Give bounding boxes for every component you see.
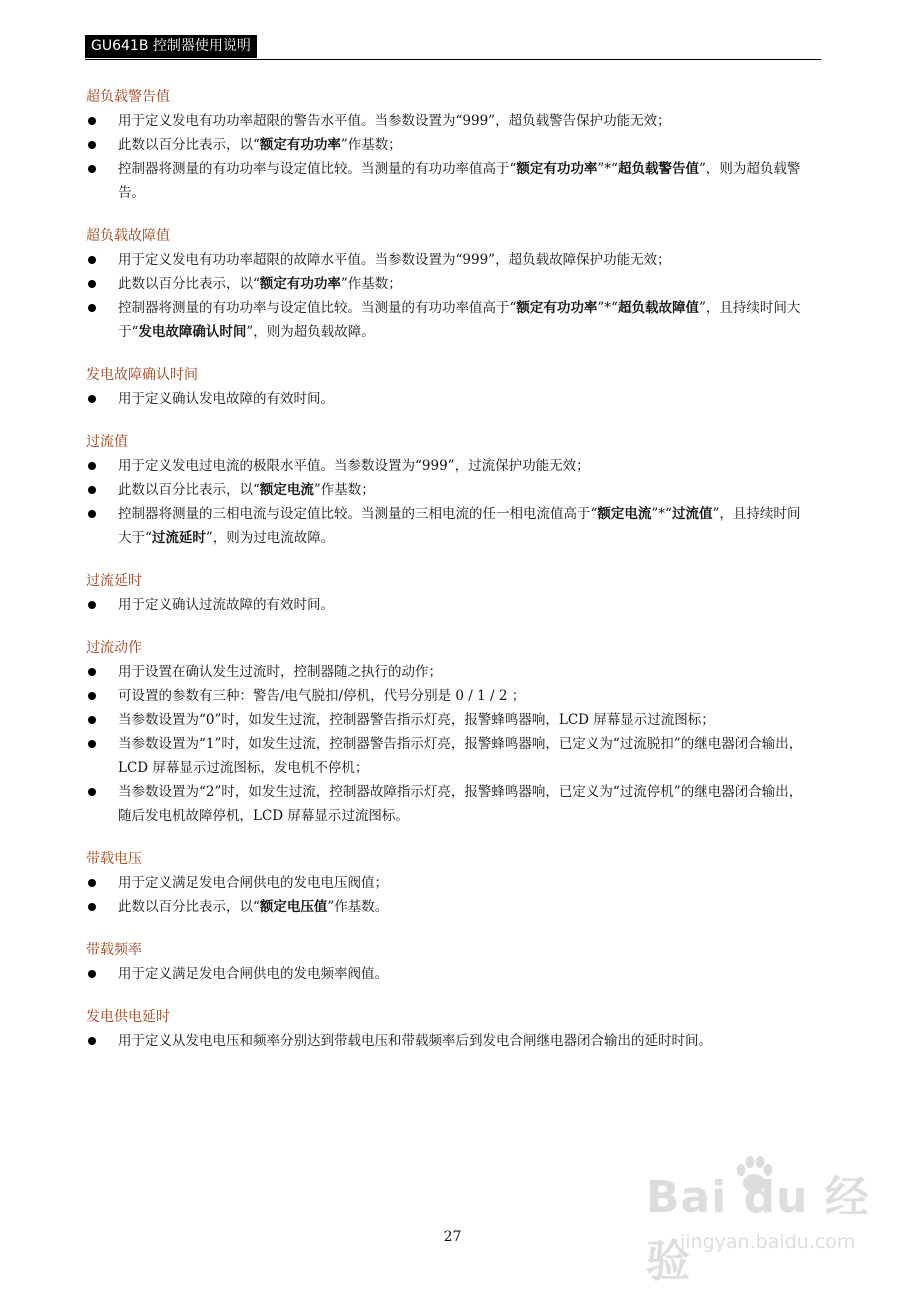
bullet-item	[86, 1029, 806, 1053]
bullet-item	[86, 871, 806, 895]
bold-term: 超负载警告值	[617, 161, 699, 177]
bullet-item	[86, 387, 806, 411]
bullet-dot-icon	[88, 486, 96, 494]
item-text: ”作基数；	[340, 276, 402, 292]
bullet-item	[86, 157, 806, 205]
bold-term: 过流值	[671, 506, 713, 522]
section-title: 过流动作	[86, 640, 142, 656]
bullet-dot-icon	[88, 395, 96, 403]
bullet-dot-icon	[88, 740, 96, 748]
item-text: 当参数设置为“0”时，如发生过流，控制器警告指示灯亮，报警蜂鸣器响，LCD 屏幕显示过流图标；	[118, 712, 715, 728]
item-text: ”作基数；	[313, 482, 375, 498]
section	[86, 431, 806, 550]
bullet-item	[86, 732, 806, 780]
bullet-item	[86, 478, 806, 502]
item-text: 用于定义发电有功功率超限的警告水平值。当参数设置为“999”，超负载警告保护功能无效；	[118, 113, 671, 129]
section-title: 过流值	[86, 434, 128, 450]
item-text: ”作基数。	[327, 899, 389, 915]
item-text: 用于定义确认过流故障的有效时间。	[118, 597, 334, 613]
item-text: 控制器将测量的有功功率与设定值比较。当测量的有功功率值高于“	[118, 161, 517, 177]
bold-term: 额定电流	[259, 482, 314, 498]
bullet-dot-icon	[88, 510, 96, 518]
bullet-dot-icon	[88, 970, 96, 978]
item-text: 可设置的参数有三种：警告/电气脱扣/停机，代号分别是 0 / 1 / 2 ；	[118, 688, 526, 704]
bullet-dot-icon	[88, 256, 96, 264]
item-text: 控制器将测量的三相电流与设定值比较。当测量的三相电流的任一相电流值高于“	[118, 506, 598, 522]
bold-term: 额定有功功率	[516, 161, 598, 177]
bold-term: 额定电流	[597, 506, 652, 522]
bullet-item	[86, 109, 806, 133]
section-title: 发电供电延时	[86, 1009, 170, 1025]
section-title: 过流延时	[86, 573, 142, 589]
item-text: 当参数设置为“2”时，如发生过流，控制器故障指示灯亮，报警蜂鸣器响，已定义为“过流停机”的继电器闭合输出，随后发电机故障停机，LCD 屏幕显示过流图标。	[118, 784, 803, 824]
header-title: GU641B 控制器使用说明	[85, 35, 257, 58]
bullet-item	[86, 780, 806, 828]
section	[86, 86, 806, 205]
item-text: 用于定义确认发电故障的有效时间。	[118, 391, 334, 407]
item-text: ”，且持续时间大于“	[118, 300, 801, 340]
bullet-item	[86, 593, 806, 617]
bullet-item	[86, 248, 806, 272]
bullet-item	[86, 296, 806, 344]
item-text: 此数以百分比表示，以“	[118, 137, 260, 153]
section	[86, 225, 806, 344]
item-text: 用于定义发电过电流的极限水平值。当参数设置为“999”，过流保护功能无效；	[118, 458, 590, 474]
section	[86, 364, 806, 411]
bullet-dot-icon	[88, 692, 96, 700]
item-text: 用于定义发电有功功率超限的故障水平值。当参数设置为“999”，超负载故障保护功能无效；	[118, 252, 671, 268]
section	[86, 570, 806, 617]
bold-term: 额定有功功率	[259, 137, 341, 153]
item-text: ”，则为超负载警告。	[118, 161, 801, 201]
bullet-dot-icon	[88, 304, 96, 312]
page-header	[85, 35, 821, 60]
item-text: 此数以百分比表示，以“	[118, 482, 260, 498]
watermark-brand: Bai du 经验	[646, 1172, 870, 1287]
item-text: ”作基数；	[340, 137, 402, 153]
section-title: 带载电压	[86, 851, 142, 867]
bullet-item	[86, 708, 806, 732]
item-text: 用于设置在确认发生过流时，控制器随之执行的动作；	[118, 664, 442, 680]
bullet-dot-icon	[88, 788, 96, 796]
item-text: 用于定义满足发电合闸供电的发电频率阀值。	[118, 966, 388, 982]
item-text: ”*“	[597, 300, 618, 316]
bullet-item	[86, 454, 806, 478]
bold-term: 超负载故障值	[617, 300, 699, 316]
bullet-dot-icon	[88, 280, 96, 288]
bullet-item	[86, 962, 806, 986]
section-title: 超负载故障值	[86, 228, 170, 244]
section-title: 带载频率	[86, 942, 142, 958]
section	[86, 848, 806, 919]
bullet-item	[86, 895, 806, 919]
bullet-dot-icon	[88, 668, 96, 676]
bullet-dot-icon	[88, 141, 96, 149]
item-text: ”*“	[651, 506, 672, 522]
item-text: 用于定义从发电电压和频率分别达到带载电压和带载频率后到发电合闸继电器闭合输出的延时时间。	[118, 1033, 712, 1049]
bold-term: 额定有功功率	[259, 276, 341, 292]
bullet-dot-icon	[88, 117, 96, 125]
bullet-item	[86, 133, 806, 157]
bold-term: 发电故障确认时间	[138, 324, 247, 340]
item-text: ”，则为超负载故障。	[246, 324, 375, 340]
item-text: 控制器将测量的有功功率与设定值比较。当测量的有功功率值高于“	[118, 300, 517, 316]
page-number: 27	[443, 1229, 462, 1245]
bullet-item	[86, 684, 806, 708]
item-text: ”*“	[597, 161, 618, 177]
document-body	[86, 86, 806, 1073]
bold-term: 过流延时	[151, 530, 206, 546]
section-title: 发电故障确认时间	[86, 367, 198, 383]
bullet-item	[86, 272, 806, 296]
section	[86, 1006, 806, 1053]
bullet-item	[86, 660, 806, 684]
item-text: 此数以百分比表示，以“	[118, 276, 260, 292]
bold-term: 额定电压值	[259, 899, 328, 915]
bold-term: 额定有功功率	[516, 300, 598, 316]
bullet-item	[86, 502, 806, 550]
bullet-dot-icon	[88, 879, 96, 887]
item-text: 用于定义满足发电合闸供电的发电电压阀值；	[118, 875, 388, 891]
bullet-dot-icon	[88, 601, 96, 609]
paw-icon	[732, 1153, 776, 1197]
bullet-dot-icon	[88, 462, 96, 470]
bullet-dot-icon	[88, 903, 96, 911]
item-text: 当参数设置为“1”时，如发生过流，控制器警告指示灯亮，报警蜂鸣器响，已定义为“过流脱扣”的继电器闭合输出，LCD 屏幕显示过流图标，发电机不停机；	[118, 736, 803, 776]
section-title: 超负载警告值	[86, 89, 170, 105]
section	[86, 939, 806, 986]
bullet-dot-icon	[88, 716, 96, 724]
item-text: ”，且持续时间大于“	[118, 506, 801, 546]
item-text: 此数以百分比表示，以“	[118, 899, 260, 915]
section	[86, 637, 806, 828]
bullet-dot-icon	[88, 1037, 96, 1045]
bullet-dot-icon	[88, 165, 96, 173]
item-text: ”，则为过电流故障。	[205, 530, 335, 546]
watermark-url: jingyan.baidu.com	[680, 1231, 856, 1253]
baidu-jingyan-watermark	[640, 1145, 890, 1287]
